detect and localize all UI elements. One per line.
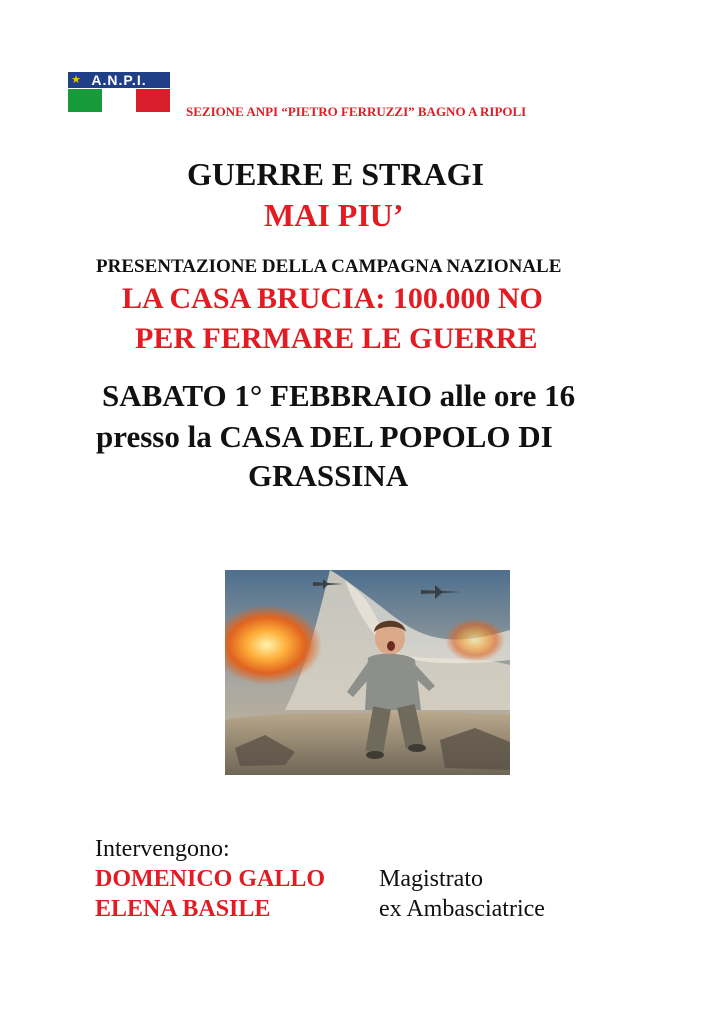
logo-text: A.N.P.I. [91,72,147,88]
speaker-role: Magistrato [379,866,483,892]
campaign-title-line-2: PER FERMARE LE GUERRE [135,322,538,355]
section-title: SEZIONE ANPI “PIETRO FERRUZZI” BAGNO A RIPOLI [186,104,527,119]
star-icon: ★ [71,74,81,86]
speaker-name: DOMENICO GALLO [95,866,326,892]
presentation-text: PRESENTAZIONE DELLA CAMPAGNA NAZIONALE [96,256,562,277]
speaker-role: ex Ambasciatrice [379,896,545,922]
headline-line-1: GUERRE E STRAGI [187,156,484,192]
speaker-name: ELENA BASILE [95,896,271,922]
italian-flag-icon [68,89,170,112]
headline-line-2: MAI PIU’ [264,197,404,233]
anpi-logo [68,72,170,112]
campaign-title-line-1: LA CASA BRUCIA: 100.000 NO [122,282,543,315]
speakers-label: Intervengono: [95,836,230,862]
event-date: SABATO 1° FEBBRAIO alle ore 16 [102,378,576,413]
event-place: presso la CASA DEL POPOLO DI [96,419,553,454]
war-child-image [225,570,510,775]
event-place-town: GRASSINA [248,458,409,493]
